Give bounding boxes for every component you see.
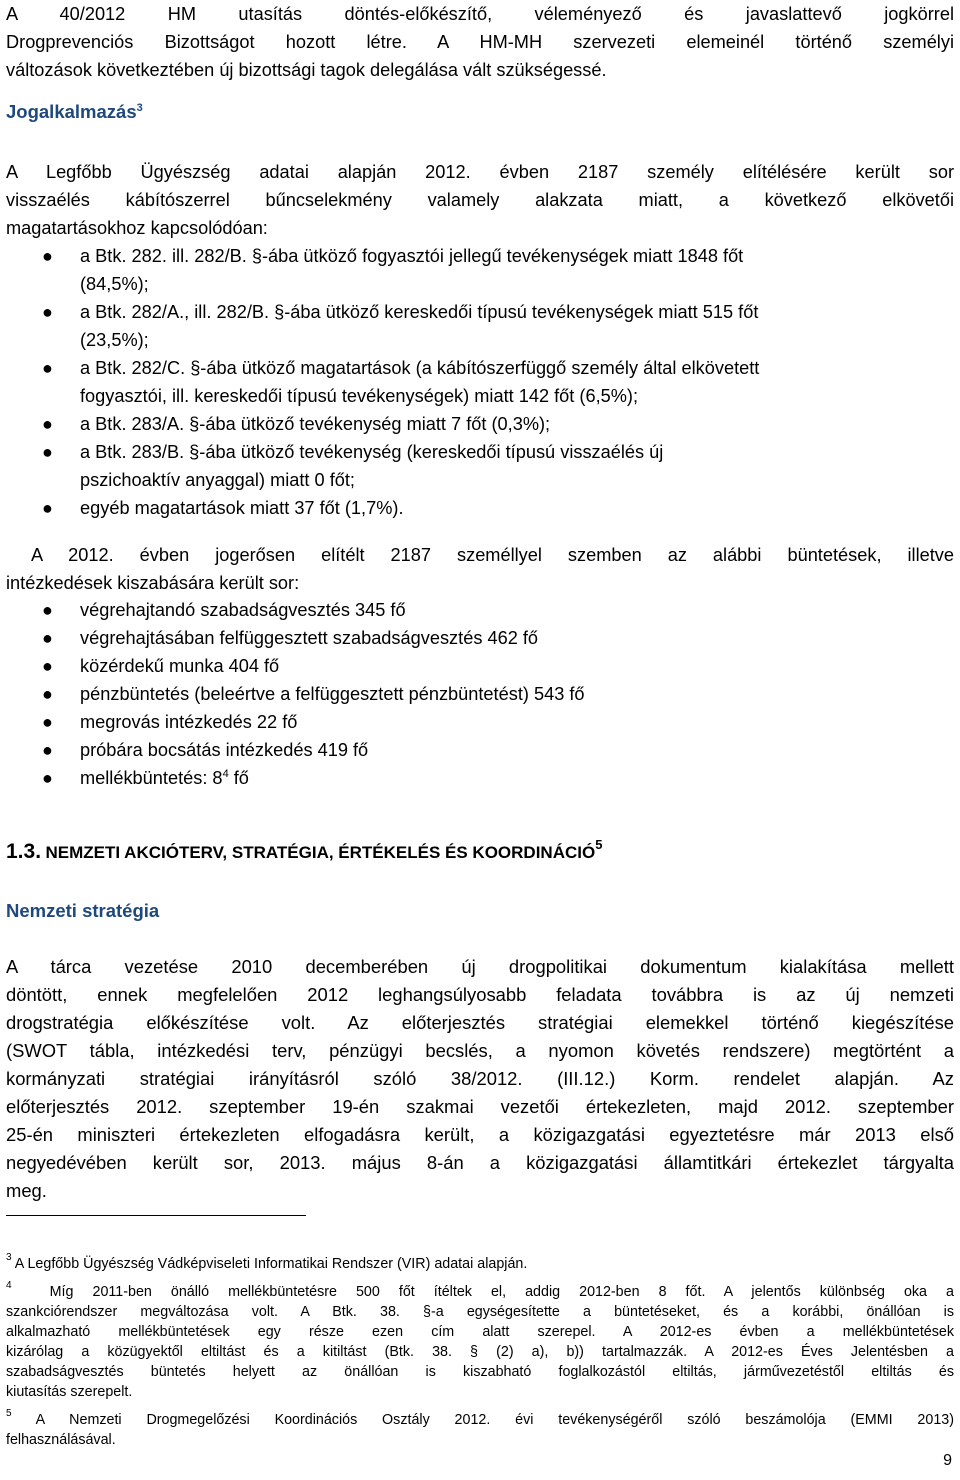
footnote-number: 5	[6, 1408, 12, 1419]
list-item: ● közérdekű munka 404 fő	[0, 652, 960, 680]
paragraph-strategia	[6, 953, 954, 1205]
sanction-list	[0, 596, 960, 792]
list-item: ● a Btk. 282/C. §-ába ütköző magatartások (a kábítószerfüggő személy által elkövetett fogyasztói, ill. kereskedői típusú tevékenységek) miatt 142 főt (6,5%);	[0, 354, 960, 410]
list-item: ● pénzbüntetés (beleértve a felfüggesztett pénzbüntetést) 543 fő	[0, 680, 960, 708]
text-line: változások következtében új bizottsági tagok delegálása vált szükségessé.	[6, 60, 607, 80]
list-item: ● egyéb magatartások miatt 37 főt (1,7%).	[0, 494, 960, 522]
bullet-icon: ●	[42, 656, 53, 676]
list-item: ● a Btk. 282. ill. 282/B. §-ába ütköző fogyasztói jellegű tevékenységek miatt 1848 főt (84,5%);	[0, 242, 960, 298]
text-line: meg.	[6, 1180, 47, 1201]
offence-list	[0, 242, 960, 522]
bullet-icon: ●	[42, 684, 53, 704]
heading-nemzeti-strategia: Nemzeti stratégia	[6, 900, 160, 921]
footnote-3: $^3$ A Legfőbb Ügyészség Vádképviseleti Informatikai Rendszer (VIR) adatai alapján.	[6, 1252, 528, 1272]
text-line: $^5$ A Nemzeti Drogmegelőzési Koordinációs Osztály 2012. évi tevékenységéről szóló beszámolója (EMMI 2013)	[6, 1408, 954, 1428]
section-heading: NEMZETI AKCIÓTERV, STRATÉGIA, ÉRTÉKELÉS ÉS KOORDINÁCIÓ	[45, 843, 596, 862]
text-line: kormányzati stratégiai irányításról szóló 38/2012. (III.12.) Korm. rendelet alapján. Az	[6, 1068, 954, 1089]
bullet-icon: ●	[42, 414, 53, 434]
text-line: döntött, ennek megfelelően 2012 leghangsúlyosabb feladata továbbra is az új nemzeti	[6, 984, 954, 1005]
bullet-icon: ●	[42, 740, 53, 760]
text-line: $^4$ Míg 2011-ben önálló mellékbüntetésre 500 főt ítéltek el, addig 2012-ben 8 főt. A jelentős különbség oka a	[6, 1280, 954, 1300]
text-line: szankciórendszer megváltozása volt. A Btk. 38. §-a egységesítette a büntetéseket, és a korábbi, önállóan is	[6, 1304, 954, 1320]
bullet-icon: ●	[42, 628, 53, 648]
paragraph-jogeros	[6, 541, 954, 597]
text-line: intézkedések kiszabására került sor:	[6, 573, 300, 593]
text-line: (SWOT tábla, intézkedési terv, pénzügyi becslés, a nyomon követés rendszere) megtörtént a	[6, 1040, 954, 1061]
text-line: felhasználásával.	[6, 1432, 116, 1448]
page-number: 9	[943, 1452, 952, 1469]
text-line: visszaélés kábítószerrel bűncselekmény valamely alakzata miatt, a következő elkövetői	[6, 190, 954, 210]
bullet-icon: ●	[42, 712, 53, 732]
bullet-icon: ●	[42, 498, 53, 518]
bullet-icon: ●	[42, 302, 53, 322]
text-line: kiutasítás szerepelt.	[6, 1384, 133, 1400]
text-line: magatartásokhoz kapcsolódóan:	[6, 218, 268, 238]
text-line: A 2012. évben jogerősen elítélt 2187 személlyel szemben az alábbi büntetések, illetve	[6, 545, 954, 565]
text-line: A 40/2012 HM utasítás döntés-előkészítő, véleményező és javaslattevő jogkörrel	[6, 4, 954, 24]
text-line: előterjesztés 2012. szeptember 19-én szakmai vezetői értekezleten, majd 2012. szeptember	[6, 1096, 954, 1117]
section-number: 1.3.	[6, 840, 42, 863]
text-line: negyedévében került sor, 2013. május 8-án a közigazgatási államtitkári értekezlet tárgyalta	[6, 1152, 954, 1173]
text-line: A tárca vezetése 2010 decemberében új drogpolitikai dokumentum kialakítása mellett	[6, 956, 954, 977]
footnote-ref: 3	[136, 102, 143, 114]
list-item: ● végrehajtásában felfüggesztett szabadságvesztés 462 fő	[0, 624, 960, 652]
text-line: drogstratégia előkészítése volt. Az előterjesztés stratégiai elemekkel történő kiegészítése	[6, 1012, 954, 1033]
heading-jogalkalmazas	[6, 101, 143, 123]
footnote-divider	[6, 1215, 306, 1216]
list-item: ● végrehajtandó szabadságvesztés 345 fő	[0, 596, 960, 624]
list-item: ● próbára bocsátás intézkedés 419 fő	[0, 736, 960, 764]
bullet-icon: ●	[42, 600, 53, 620]
footnote-ref: 4	[222, 768, 229, 780]
list-item: ● megrovás intézkedés 22 fő	[0, 708, 960, 736]
list-item: ● a Btk. 282/A., ill. 282/B. §-ába ütköző kereskedői típusú tevékenységek miatt 515 főt (23,5%);	[0, 298, 960, 354]
list-item: ● a Btk. 283/A. §-ába ütköző tevékenység miatt 7 főt (0,3%);	[0, 410, 960, 438]
text-line: A Legfőbb Ügyészség adatai alapján 2012. évben 2187 személy elítélésére került sor	[6, 162, 954, 182]
text-line: Drogprevenciós Bizottságot hozott létre. A HM-MH szervezeti elemeinél történő személyi	[6, 32, 954, 52]
text-line: 25-én miniszteri értekezleten elfogadásra került, a közigazgatási egyeztetésre már 2013 első	[6, 1124, 954, 1145]
footnote-number: 4	[6, 1280, 12, 1291]
footnote-number: 3	[6, 1252, 12, 1263]
bullet-icon: ●	[42, 768, 53, 788]
intro-paragraph	[6, 0, 954, 84]
paragraph-legfobb	[6, 158, 954, 242]
bullet-icon: ●	[42, 442, 53, 462]
text-line: kizárólag a közügyektől eltiltást és a kitiltást (Btk. 38. § (2) a), b)) tartalmazzák. A 2012-es Éves Jelentésben a	[6, 1344, 954, 1360]
list-item: ● a Btk. 283/B. §-ába ütköző tevékenység (kereskedői típusú visszaélés új pszichoaktív anyaggal) miatt 0 főt;	[0, 438, 960, 494]
list-item: ● mellékbüntetés: $8^4$ fő	[0, 764, 960, 792]
bullet-icon: ●	[42, 246, 53, 266]
text-line: alkalmazható mellékbüntetések egy része ezen cím alatt szerepel. A 2012-es évben a mellékbüntetések	[6, 1324, 954, 1340]
text-line: szabadságvesztés büntetés helyett az önállóan is kiszabható foglalkozástól eltiltás, járművezetéstől eltiltás és	[6, 1364, 954, 1380]
section-title	[6, 837, 603, 864]
heading-text: Jogalkalmazás	[6, 101, 137, 122]
footnote-4	[6, 1282, 954, 1402]
footnote-ref: 5	[595, 837, 603, 852]
bullet-icon: ●	[42, 358, 53, 378]
footnote-5	[6, 1410, 954, 1450]
